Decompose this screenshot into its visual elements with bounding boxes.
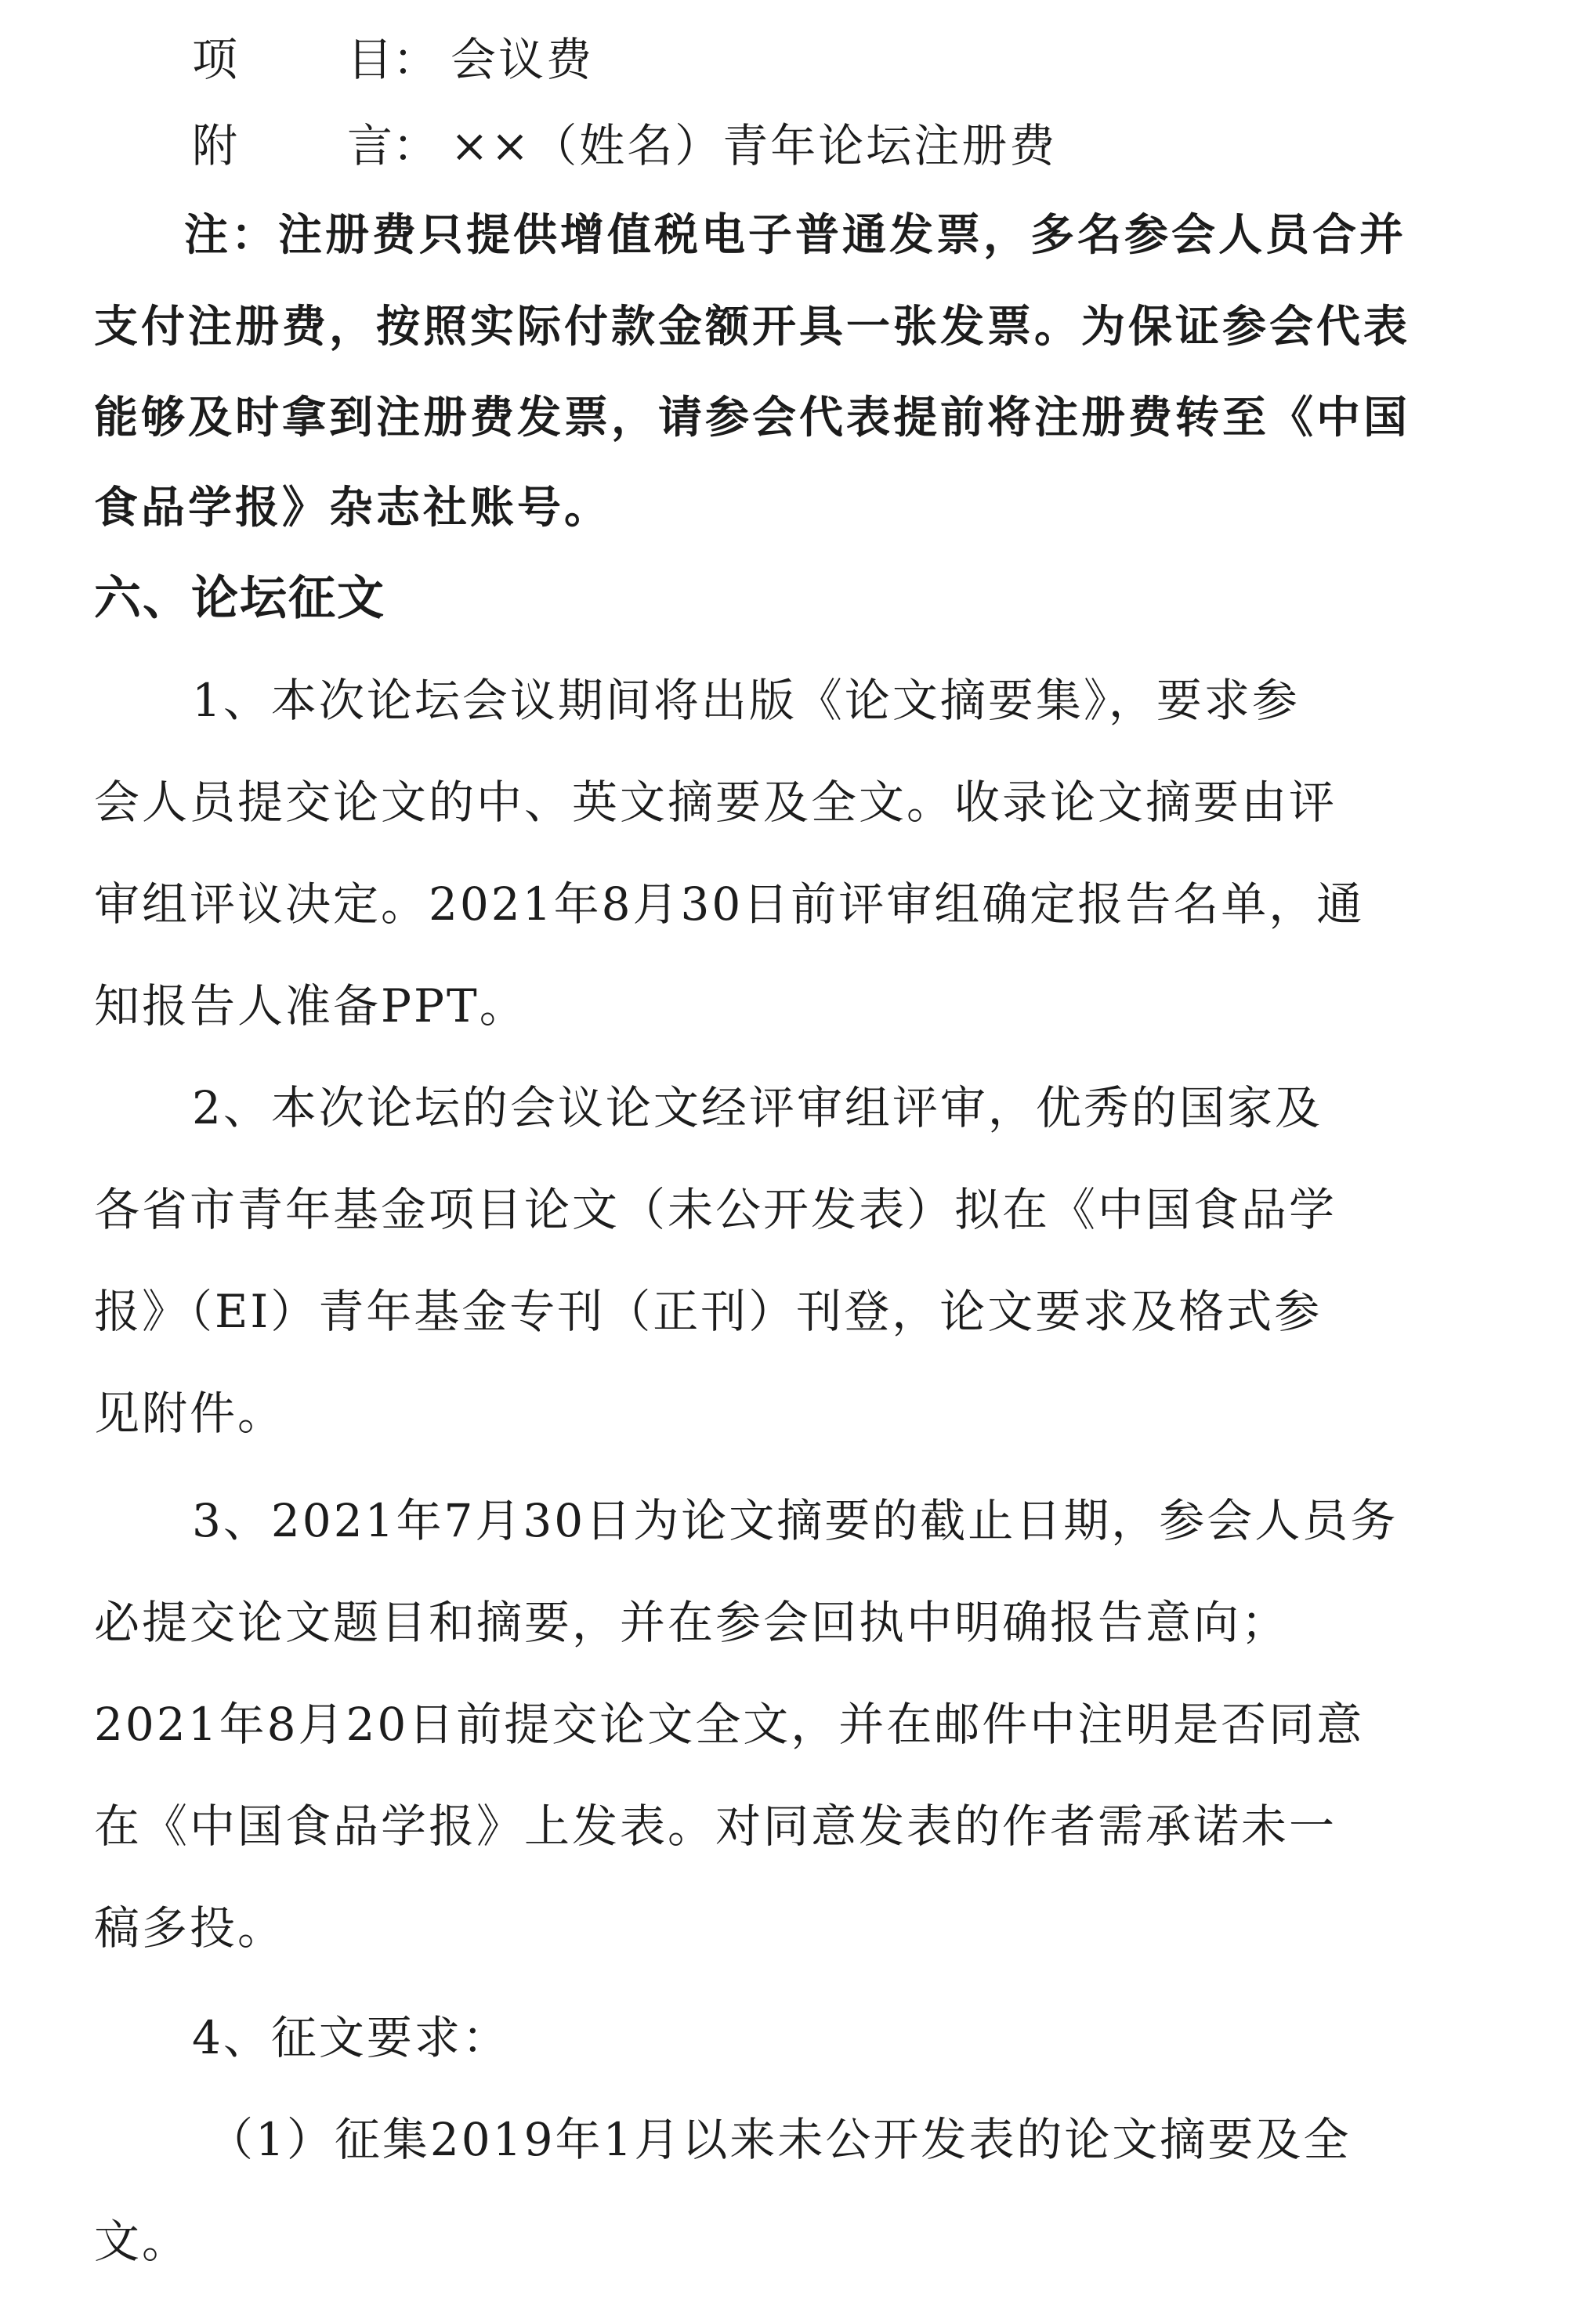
memo-label-char-1: 附 — [192, 119, 238, 172]
para-3-line-5: 稿多投。 — [94, 1901, 286, 1955]
memo-label-char-2: 言： — [347, 119, 439, 172]
section-heading: 六、论坛征文 — [94, 571, 385, 626]
item-label — [192, 31, 438, 88]
note-line-3: 能够及时拿到注册费发票，请参会代表提前将注册费转至《中国 — [94, 392, 1410, 443]
para-2-line-3: 报》（EI）青年基金专刊（正刊）刊登，论文要求及格式参 — [94, 1285, 1323, 1338]
item-label-char-2: 目： — [347, 33, 439, 86]
para-4-item-1-line-1: （1）征集2019年1月以来未公开发表的论文摘要及全 — [208, 2113, 1352, 2166]
para-1-line-3: 审组评议决定。2021年8月30日前评审组确定报告名单，通 — [94, 877, 1365, 931]
note-line-2: 支付注册费，按照实际付款金额开具一张发票。为保证参会代表 — [94, 302, 1410, 353]
para-3-line-4: 在《中国食品学报》上发表。对同意发表的作者需承诺未一 — [94, 1800, 1337, 1853]
item-value: 会议费 — [451, 33, 595, 86]
para-1-line-2: 会人员提交论文的中、英文摘要及全文。收录论文摘要由评 — [94, 776, 1337, 829]
para-3-line-3: 2021年8月20日前提交论文全文，并在邮件中注明是否同意 — [94, 1698, 1365, 1751]
item-label-char-1: 项 — [192, 33, 238, 86]
para-4-heading: 4、征文要求： — [192, 2011, 510, 2064]
para-2-line-1: 2、本次论坛的会议论文经评审组评审，优秀的国家及 — [192, 1081, 1323, 1134]
para-3-line-1: 3、2021年7月30日为论文摘要的截止日期，参会人员务 — [192, 1494, 1399, 1547]
memo-label — [192, 118, 438, 174]
note-line-1: 注：注册费只提供增值税电子普通发票，多名参会人员合并 — [184, 210, 1406, 261]
para-1-line-4: 知报告人准备PPT。 — [94, 979, 527, 1033]
memo-value: ××（姓名）青年论坛注册费 — [451, 119, 1058, 172]
para-2-line-2: 各省市青年基金项目论文（未公开发表）拟在《中国食品学 — [94, 1183, 1337, 1236]
para-3-line-2: 必提交论文题目和摘要，并在参会回执中明确报告意向； — [94, 1596, 1290, 1649]
note-line-4: 食品学报》杂志社账号。 — [94, 483, 611, 534]
para-1-line-1: 1、本次论坛会议期间将出版《论文摘要集》，要求参 — [192, 674, 1300, 727]
para-2-line-4: 见附件。 — [94, 1387, 286, 1440]
para-4-item-1-line-2: 文。 — [94, 2215, 190, 2268]
